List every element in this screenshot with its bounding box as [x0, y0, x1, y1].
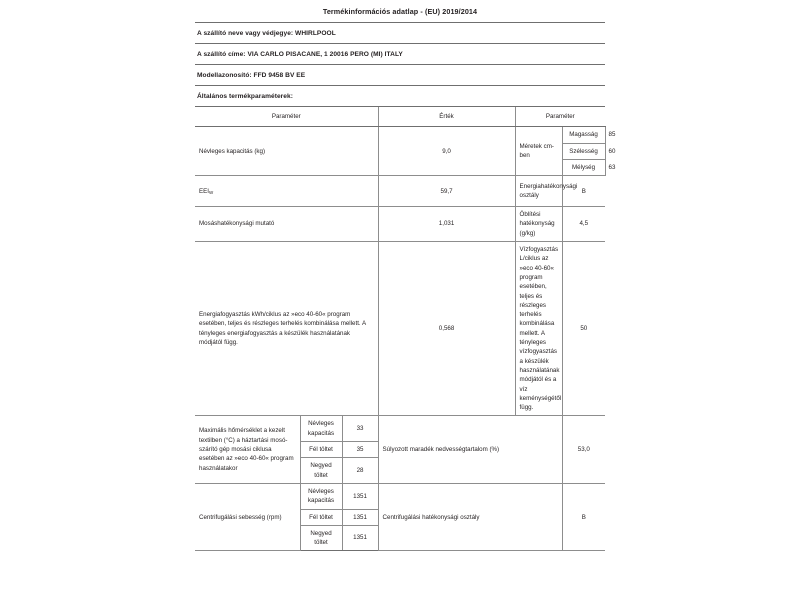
cell-eei-value: 59,7 [378, 176, 515, 207]
cell-spin-quarter-value: 1351 [342, 525, 378, 551]
column-header-value-left: Érték [378, 107, 515, 127]
cell-energy-consumption-value: 0,568 [378, 242, 515, 416]
table-row-capacity-1: Névleges kapacitás (kg) 9,0 Méretek cm-ben Magasság 85 [195, 127, 605, 143]
cell-rinsing-value: 4,5 [562, 207, 605, 242]
eei-label-subscript: W [208, 189, 214, 195]
cell-dimension-width-label: Szélesség [562, 143, 605, 159]
table-row-eei [195, 176, 605, 207]
cell-washing-parameter: Mosáshatékonysági mutató [195, 207, 378, 242]
cell-capacity-parameter: Névleges kapacitás (kg) [195, 127, 378, 176]
table-row-temperature-1 [195, 416, 605, 442]
model-identifier-row: Modellazonosító: FFD 9458 BV EE [197, 72, 306, 79]
cell-spin-parameter: Centrifugálási sebesség (rpm) [195, 483, 300, 550]
cell-temperature-quarter-value: 28 [342, 458, 378, 484]
cell-energy-class-parameter: Energiahatékonysági osztály [515, 176, 562, 207]
table-header-row [195, 107, 605, 127]
table-row-spin-1 [195, 483, 605, 509]
cell-temperature-rated-value: 33 [342, 416, 378, 442]
column-header-parameter-left: Paraméter [195, 107, 378, 127]
cell-dimension-depth-label: Mélység [562, 159, 605, 175]
cell-energy-consumption-parameter: Energiafogyasztás kWh/ciklus az »eco 40-60« program esetében, teljes és részleges terhelés kombinálása mellett. A tényleges energiafogyasztás a készülék használatának módjától függ. [195, 242, 378, 416]
cell-capacity-value: 9,0 [378, 127, 515, 176]
table-row-capacity-2: Szélesség 60 [195, 143, 605, 159]
table-row-washing-efficiency [195, 207, 605, 242]
cell-rinsing-parameter: Öblítési hatékonyság (g/kg) [515, 207, 562, 242]
cell-spin-rated-value: 1351 [342, 483, 378, 509]
supplier-address-row: A szállító címe: VIA CARLO PISACANE, 1 20016 PERO (MI) ITALY [197, 51, 403, 58]
cell-temperature-half-label: Fél töltet [300, 442, 342, 458]
cell-eei-parameter [195, 176, 378, 207]
specifications-table [195, 107, 616, 551]
cell-spin-class-parameter: Centrifugálási hatékonysági osztály [378, 483, 562, 550]
eei-label-prefix: EEI [199, 187, 209, 195]
cell-temperature-rated-label: Névleges kapacitás [300, 416, 342, 442]
table-row-capacity-3: Mélység 63 [195, 159, 605, 175]
cell-water-consumption-value: 50 [562, 242, 605, 416]
cell-dimension-height-label: Magasság [562, 127, 605, 143]
cell-residual-moisture-parameter: Súlyozott maradék nedvességtartalom (%) [378, 416, 562, 483]
general-parameters-row: Általános termékparaméterek: [197, 93, 293, 100]
cell-spin-quarter-label: Negyed töltet [300, 525, 342, 551]
cell-spin-half-label: Fél töltet [300, 509, 342, 525]
cell-energy-class-value: B [562, 176, 605, 207]
cell-spin-half-value: 1351 [342, 509, 378, 525]
cell-spin-class-value: B [562, 483, 605, 550]
supplier-name-row: A szállító neve vagy védjegye: WHIRLPOOL [197, 30, 336, 37]
cell-temperature-quarter-label: Negyed töltet [300, 458, 342, 484]
cell-washing-value: 1,031 [378, 207, 515, 242]
cell-temperature-parameter: Maximális hőmérséklet a kezelt textilben (°C) a háztartási mosó-szárító gép mosási ciklusa esetében az »eco 40-60« program használatakor [195, 416, 300, 483]
cell-spin-rated-label: Névleges kapacitás [300, 483, 342, 509]
document-sheet [195, 0, 616, 551]
cell-temperature-half-value: 35 [342, 442, 378, 458]
cell-residual-moisture-value: 53,0 [562, 416, 605, 483]
cell-water-consumption-parameter: Vízfogyasztás L/ciklus az »eco 40-60« program esetében, teljes és részleges terhelés kombinálása mellett. A tényleges vízfogyasztás a készülék használatának módjától és a víz keménységétől függ. [515, 242, 562, 416]
cell-dimensions-parameter: Méretek cm-ben [515, 127, 562, 176]
table-row-consumption [195, 242, 605, 416]
document-title: Termékinformációs adatlap - (EU) 2019/2014 [322, 7, 478, 16]
column-header-parameter-right: Paraméter [515, 107, 605, 127]
